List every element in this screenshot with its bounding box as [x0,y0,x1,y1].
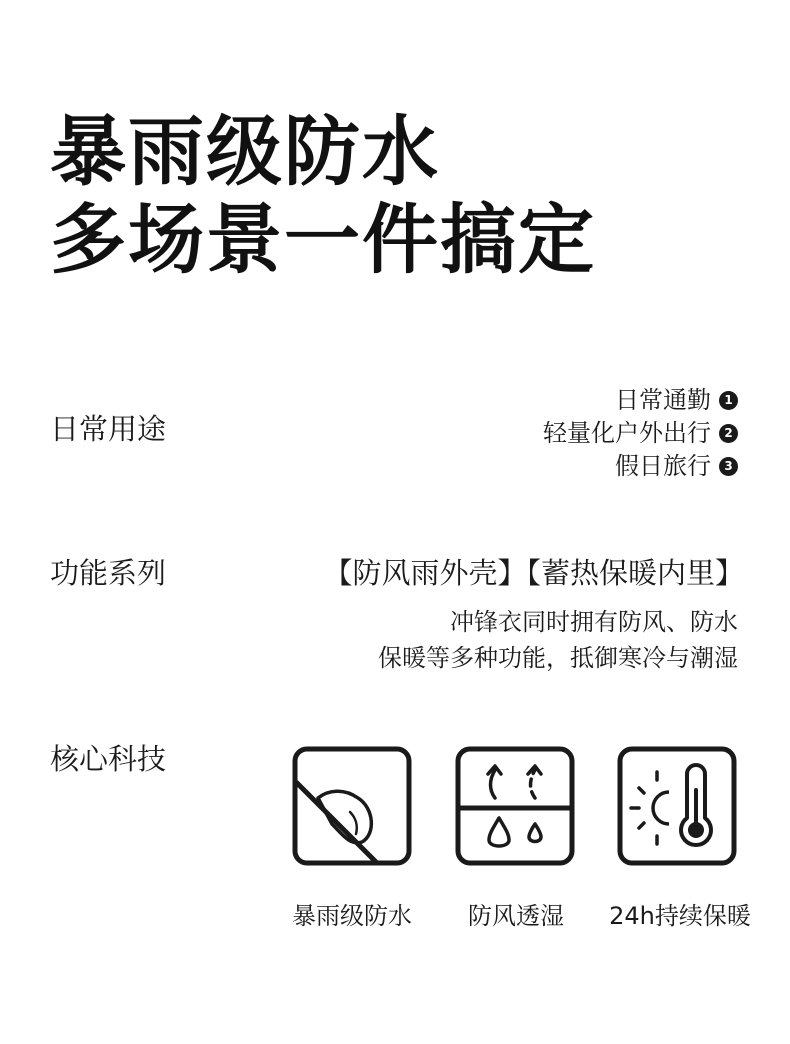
tech-caption: 24h持续保暖 [609,902,751,930]
usage-item [543,450,738,483]
number-badge-icon: 2 [719,424,738,443]
number-badge-icon: 1 [719,391,738,410]
usage-item-text: 日常通勤 [615,386,711,414]
series-desc-line-1: 冲锋衣同时拥有防风、防水 [450,608,738,636]
series-desc-line-2: 保暖等多种功能，抵御寒冷与潮湿 [378,644,738,672]
series-description [378,604,738,676]
series-label: 功能系列 [50,556,167,590]
tech-label: 核心科技 [50,742,167,776]
warmth-icon [617,746,737,866]
breathable-icon [455,746,575,866]
series-title: 【防风雨外壳】【蓄热保暖内里】 [323,556,744,590]
usage-list [543,384,738,483]
usage-label: 日常用途 [50,412,167,446]
headline-line-1: 暴雨级防水 [50,107,440,196]
usage-item [543,417,738,450]
number-badge-icon: 3 [719,457,738,476]
tech-caption: 防风透湿 [468,902,564,930]
headline [50,108,596,284]
tech-caption: 暴雨级防水 [292,902,412,930]
headline-line-2: 多场景一件搞定 [50,195,596,284]
usage-item-text: 轻量化户外出行 [543,419,711,447]
usage-item [543,384,738,417]
waterproof-icon [292,746,412,866]
usage-item-text: 假日旅行 [615,452,711,480]
